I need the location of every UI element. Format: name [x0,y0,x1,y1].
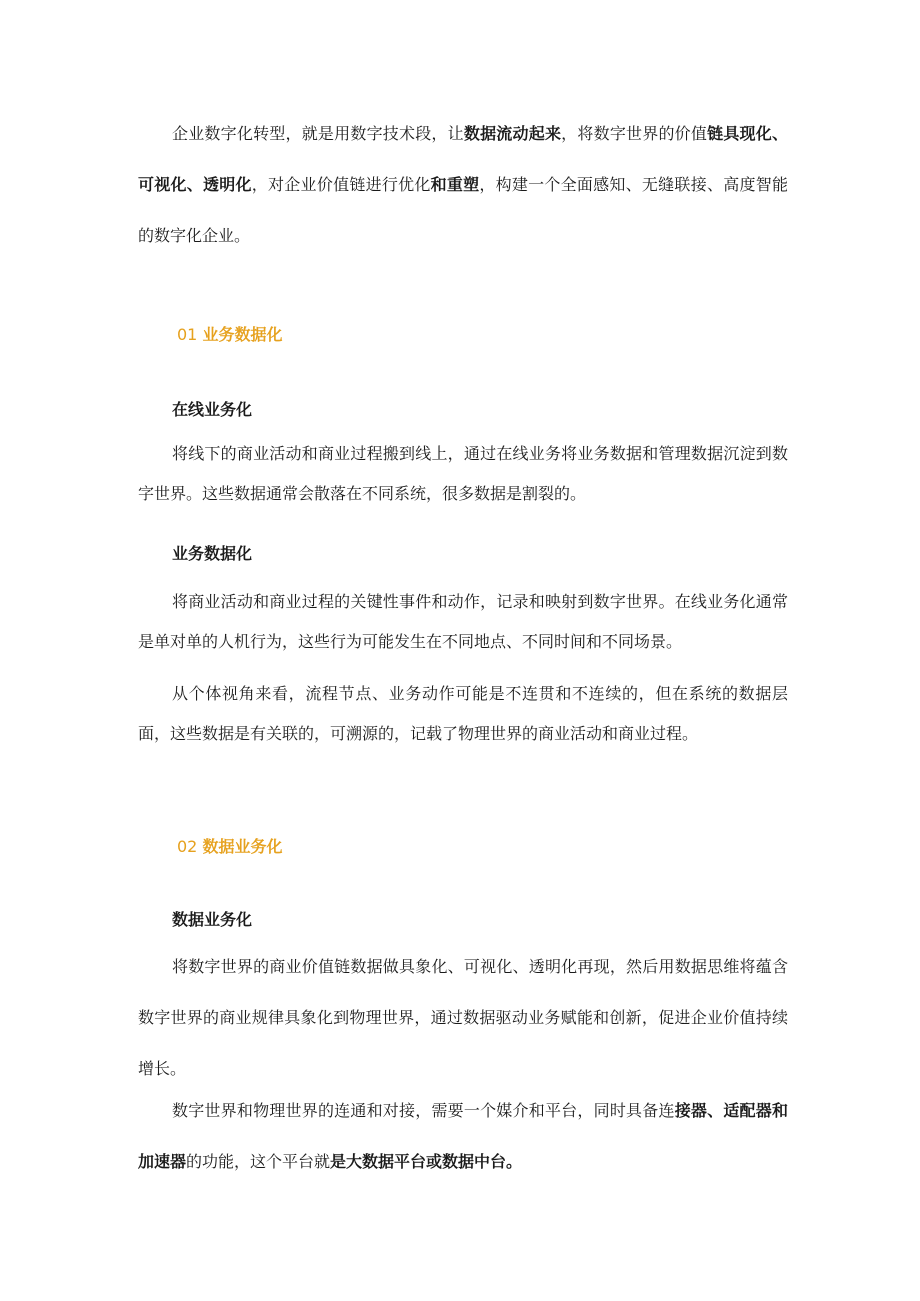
s2p2-bold-2: 是大数据平台或数据中台。 [330,1152,523,1171]
section-1-paragraph-1: 将线下的商业活动和商业过程搬到线上，通过在线业务将业务数据和管理数据沉淀到数字世界。这些数据通常会散落在不同系统，很多数据是割裂的。 [138,444,788,503]
section-1-title: 业务数据化 [202,325,283,344]
section-2-number: 02 [177,837,198,856]
intro-text-1: 企业数字化转型，就是用数字技术段，让 [172,124,464,143]
intro-bold-2: 链具现化、可视化、透明化 [138,124,788,194]
s2p2-text-2: 的功能，这个平台就 [186,1152,331,1171]
intro-text-3: ，对企业价值链进行优化 [251,175,431,194]
section-1-subheading-2: 业务数据化 [172,544,253,563]
section-2-paragraph-2 [138,1085,788,1187]
section-1-heading [177,322,827,345]
section-1-paragraph-2: 将商业活动和商业过程的关键性事件和动作，记录和映射到数字世界。在线业务化通常是单对单的人机行为，这些行为可能发生在不同地点、不同时间和不同场景。 [138,592,788,651]
section-1-number: 01 [177,325,198,344]
intro-bold-1: 数据流动起来 [463,124,562,143]
section-2-paragraph-1: 将数字世界的商业价值链数据做具象化、可视化、透明化再现，然后用数据思维将蕴含数字世界的商业规律具象化到物理世界，通过数据驱动业务赋能和创新，促进企业价值持续增长。 [138,957,788,1078]
intro-bold-3: 和重塑 [430,175,480,194]
intro-paragraph [138,108,788,261]
section-1-paragraph-3: 从个体视角来看，流程节点、业务动作可能是不连贯和不连续的，但在系统的数据层面，这些数据是有关联的，可溯源的，记载了物理世界的商业活动和商业过程。 [138,684,788,743]
section-2-subheading-1: 数据业务化 [172,910,253,929]
intro-text-4: ，构建一个全面感知、无缝联接、高度智能的数字化企业。 [138,175,788,245]
section-2-heading [177,834,827,857]
section-2-title: 数据业务化 [202,837,283,856]
section-1-subheading-1: 在线业务化 [172,400,253,419]
s2p2-bold-1: 接器、适配器和加速器 [138,1101,788,1171]
intro-text-2: ，将数字世界的价值 [561,124,708,143]
s2p2-text-1: 数字世界和物理世界的连通和对接，需要一个媒介和平台，同时具备连 [172,1101,675,1120]
